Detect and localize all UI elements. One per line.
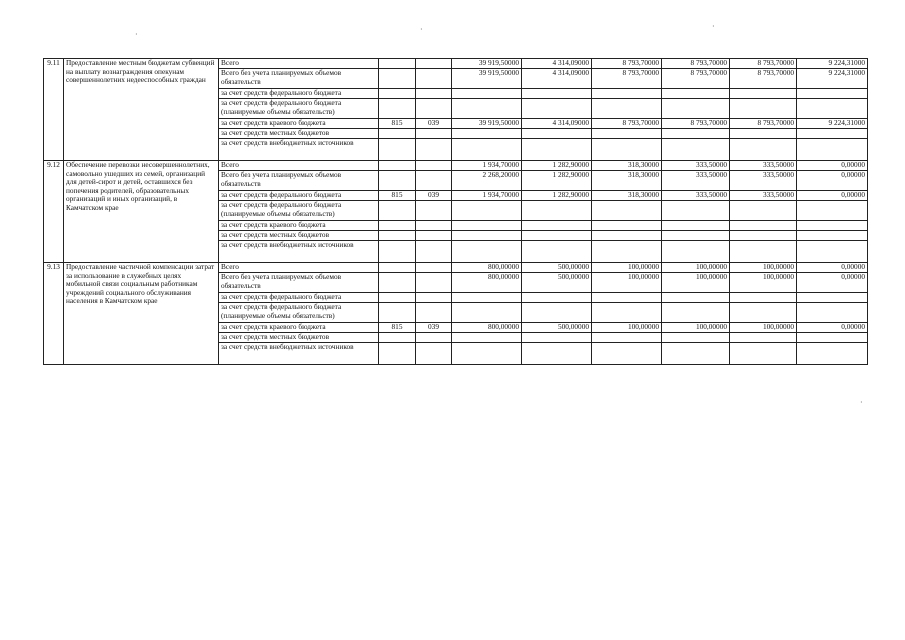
year-value <box>730 343 797 365</box>
year-value: 333,50000 <box>730 161 797 171</box>
year-value: 500,00000 <box>522 263 592 273</box>
year-value <box>522 89 592 99</box>
section-index: 9.13 <box>44 263 64 365</box>
total-value <box>452 343 522 365</box>
section-index: 9.12 <box>44 161 64 263</box>
scan-mark: · <box>420 25 423 34</box>
total-value: 1 934,70000 <box>452 191 522 201</box>
section-code <box>416 273 452 293</box>
row-label: Всего без учета планируемых объемов обязательств <box>219 69 379 89</box>
year-value <box>522 241 592 263</box>
section-code <box>416 139 452 161</box>
grbs-code <box>379 161 416 171</box>
year-value: 8 793,70000 <box>730 119 797 129</box>
section-code: 039 <box>416 119 452 129</box>
year-value <box>730 139 797 161</box>
total-value <box>452 303 522 323</box>
budget-table <box>43 58 868 365</box>
row-label: за счет средств внебюджетных источников <box>219 241 379 263</box>
year-value: 0,00000 <box>797 263 868 273</box>
year-value <box>797 201 868 221</box>
row-label: Всего <box>219 263 379 273</box>
section-code <box>416 303 452 323</box>
year-value <box>522 139 592 161</box>
grbs-code <box>379 293 416 303</box>
section-code <box>416 333 452 343</box>
total-value: 39 919,50000 <box>452 59 522 69</box>
year-value <box>730 293 797 303</box>
year-value <box>730 201 797 221</box>
grbs-code <box>379 139 416 161</box>
row-label: за счет средств федерального бюджета <box>219 89 379 99</box>
row-label: за счет средств краевого бюджета <box>219 323 379 333</box>
grbs-code <box>379 333 416 343</box>
row-label: за счет средств федерального бюджета <box>219 293 379 303</box>
grbs-code: 815 <box>379 119 416 129</box>
year-value <box>592 139 662 161</box>
table-row <box>44 59 868 69</box>
year-value <box>730 129 797 139</box>
grbs-code <box>379 99 416 119</box>
year-value: 8 793,70000 <box>730 59 797 69</box>
year-value: 100,00000 <box>730 263 797 273</box>
grbs-code <box>379 129 416 139</box>
year-value: 100,00000 <box>730 323 797 333</box>
year-value <box>730 241 797 263</box>
row-label: Всего без учета планируемых объемов обязательств <box>219 171 379 191</box>
row-label: за счет средств местных бюджетов <box>219 333 379 343</box>
year-value: 8 793,70000 <box>730 69 797 89</box>
year-value <box>592 89 662 99</box>
year-value: 318,30000 <box>592 171 662 191</box>
grbs-code <box>379 89 416 99</box>
year-value <box>797 241 868 263</box>
year-value: 9 224,31000 <box>797 119 868 129</box>
year-value <box>522 303 592 323</box>
row-label: за счет средств краевого бюджета <box>219 119 379 129</box>
grbs-code <box>379 221 416 231</box>
year-value: 4 314,09000 <box>522 119 592 129</box>
year-value <box>797 99 868 119</box>
year-value <box>592 333 662 343</box>
section-code <box>416 263 452 273</box>
section-code <box>416 231 452 241</box>
year-value: 9 224,31000 <box>797 69 868 89</box>
year-value <box>797 333 868 343</box>
total-value: 800,00000 <box>452 323 522 333</box>
year-value: 333,50000 <box>662 171 730 191</box>
total-value: 1 934,70000 <box>452 161 522 171</box>
year-value <box>662 303 730 323</box>
section-code <box>416 59 452 69</box>
year-value <box>797 89 868 99</box>
row-label: за счет средств местных бюджетов <box>219 129 379 139</box>
year-value <box>522 231 592 241</box>
year-value: 318,30000 <box>592 161 662 171</box>
grbs-code: 815 <box>379 323 416 333</box>
total-value: 800,00000 <box>452 273 522 293</box>
year-value: 4 314,09000 <box>522 69 592 89</box>
total-value <box>452 139 522 161</box>
grbs-code <box>379 201 416 221</box>
row-label: за счет средств краевого бюджета <box>219 221 379 231</box>
row-label: за счет средств федерального бюджета (планируемые объемы обязательств) <box>219 201 379 221</box>
section-code <box>416 69 452 89</box>
year-value: 0,00000 <box>797 323 868 333</box>
year-value <box>797 343 868 365</box>
year-value <box>662 241 730 263</box>
budget-table-body <box>44 59 868 365</box>
year-value <box>592 231 662 241</box>
section-code <box>416 293 452 303</box>
grbs-code <box>379 171 416 191</box>
row-label: за счет средств федерального бюджета (планируемые объемы обязательств) <box>219 303 379 323</box>
grbs-code <box>379 231 416 241</box>
section-title: Обеспечение перевозки несовершеннолетних, самовольно ушедших из семей, организаций для детей-сирот и детей, оставшихся без попечения родителей, образовательных организаций и иных организаций, в Камчатском крае <box>64 161 219 263</box>
year-value: 333,50000 <box>730 171 797 191</box>
year-value: 8 793,70000 <box>662 59 730 69</box>
year-value: 500,00000 <box>522 273 592 293</box>
total-value <box>452 293 522 303</box>
year-value: 500,00000 <box>522 323 592 333</box>
year-value <box>662 231 730 241</box>
row-label: Всего <box>219 161 379 171</box>
table-row <box>44 161 868 171</box>
year-value <box>592 99 662 119</box>
year-value <box>662 129 730 139</box>
section-code <box>416 99 452 119</box>
row-label: Всего <box>219 59 379 69</box>
total-value <box>452 99 522 119</box>
year-value <box>730 89 797 99</box>
year-value: 100,00000 <box>592 273 662 293</box>
year-value: 1 282,90000 <box>522 171 592 191</box>
year-value: 4 314,09000 <box>522 59 592 69</box>
section-title: Предоставление частичной компенсации затрат за использование в служебных целях мобильной связи социальным работникам учреждений социального обслуживания населения в Камчатском крае <box>64 263 219 365</box>
year-value: 8 793,70000 <box>662 119 730 129</box>
total-value <box>452 333 522 343</box>
year-value: 100,00000 <box>662 263 730 273</box>
year-value <box>662 201 730 221</box>
year-value <box>592 241 662 263</box>
section-title: Предоставление местным бюджетам субвенций на выплату вознаграждения опекунам совершеннолетних недееспособных граждан <box>64 59 219 161</box>
total-value <box>452 221 522 231</box>
year-value <box>730 99 797 119</box>
year-value: 8 793,70000 <box>592 69 662 89</box>
year-value: 100,00000 <box>592 323 662 333</box>
section-index: 9.11 <box>44 59 64 161</box>
section-code <box>416 221 452 231</box>
section-code <box>416 343 452 365</box>
year-value <box>592 293 662 303</box>
grbs-code <box>379 343 416 365</box>
scan-mark: · <box>135 30 138 39</box>
year-value: 0,00000 <box>797 191 868 201</box>
year-value <box>662 333 730 343</box>
scan-mark: · <box>860 398 863 407</box>
section-code <box>416 241 452 263</box>
grbs-code <box>379 59 416 69</box>
year-value <box>730 303 797 323</box>
section-code <box>416 161 452 171</box>
year-value <box>797 293 868 303</box>
row-label: за счет средств федерального бюджета (планируемые объемы обязательств) <box>219 99 379 119</box>
year-value <box>522 221 592 231</box>
year-value: 318,30000 <box>592 191 662 201</box>
year-value <box>522 201 592 221</box>
year-value <box>592 129 662 139</box>
year-value: 0,00000 <box>797 171 868 191</box>
year-value <box>522 99 592 119</box>
year-value <box>797 303 868 323</box>
grbs-code <box>379 263 416 273</box>
year-value <box>592 221 662 231</box>
grbs-code <box>379 241 416 263</box>
section-code <box>416 171 452 191</box>
total-value: 800,00000 <box>452 263 522 273</box>
year-value: 8 793,70000 <box>592 119 662 129</box>
row-label: за счет средств местных бюджетов <box>219 231 379 241</box>
row-label: за счет средств федерального бюджета <box>219 191 379 201</box>
year-value <box>522 129 592 139</box>
total-value: 39 919,50000 <box>452 119 522 129</box>
year-value <box>797 231 868 241</box>
year-value <box>592 343 662 365</box>
year-value <box>662 99 730 119</box>
total-value <box>452 129 522 139</box>
year-value <box>522 293 592 303</box>
total-value: 39 919,50000 <box>452 69 522 89</box>
total-value <box>452 201 522 221</box>
scan-mark: · <box>712 22 715 31</box>
total-value <box>452 241 522 263</box>
year-value: 1 282,90000 <box>522 191 592 201</box>
year-value: 333,50000 <box>662 191 730 201</box>
total-value <box>452 89 522 99</box>
year-value: 100,00000 <box>662 273 730 293</box>
year-value: 9 224,31000 <box>797 59 868 69</box>
year-value <box>730 221 797 231</box>
year-value <box>592 201 662 221</box>
year-value: 0,00000 <box>797 161 868 171</box>
section-code: 039 <box>416 323 452 333</box>
year-value: 8 793,70000 <box>592 59 662 69</box>
year-value: 1 282,90000 <box>522 161 592 171</box>
row-label: Всего без учета планируемых объемов обязательств <box>219 273 379 293</box>
grbs-code: 815 <box>379 191 416 201</box>
table-row <box>44 263 868 273</box>
year-value <box>662 293 730 303</box>
year-value <box>730 333 797 343</box>
year-value <box>662 139 730 161</box>
year-value <box>662 343 730 365</box>
year-value: 0,00000 <box>797 273 868 293</box>
year-value: 100,00000 <box>730 273 797 293</box>
row-label: за счет средств внебюджетных источников <box>219 139 379 161</box>
year-value <box>662 221 730 231</box>
year-value: 333,50000 <box>662 161 730 171</box>
year-value <box>592 303 662 323</box>
year-value <box>662 89 730 99</box>
year-value <box>797 129 868 139</box>
year-value <box>522 343 592 365</box>
section-code <box>416 201 452 221</box>
grbs-code <box>379 273 416 293</box>
year-value <box>797 221 868 231</box>
grbs-code <box>379 69 416 89</box>
total-value: 2 268,20000 <box>452 171 522 191</box>
grbs-code <box>379 303 416 323</box>
year-value: 8 793,70000 <box>662 69 730 89</box>
year-value: 100,00000 <box>662 323 730 333</box>
row-label: за счет средств внебюджетных источников <box>219 343 379 365</box>
section-code <box>416 129 452 139</box>
year-value: 100,00000 <box>592 263 662 273</box>
year-value <box>797 139 868 161</box>
year-value: 333,50000 <box>730 191 797 201</box>
total-value <box>452 231 522 241</box>
section-code: 039 <box>416 191 452 201</box>
year-value <box>522 333 592 343</box>
year-value <box>730 231 797 241</box>
section-code <box>416 89 452 99</box>
